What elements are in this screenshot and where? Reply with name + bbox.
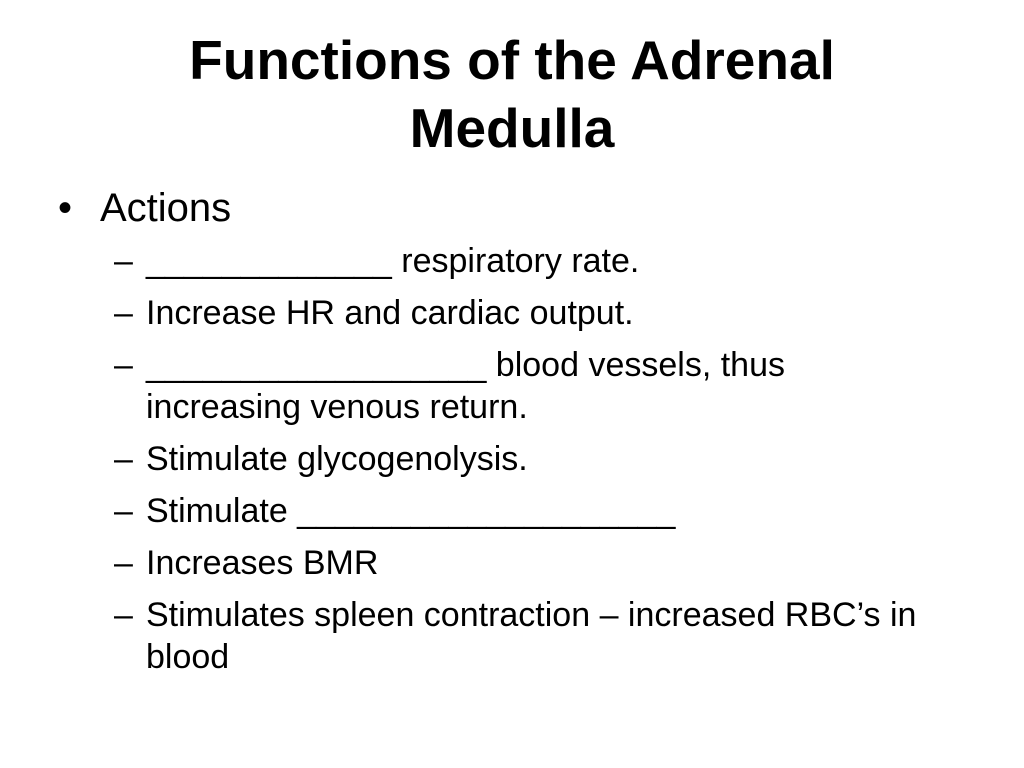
bullet-dot-icon: • xyxy=(58,186,73,230)
sub-bullet-spleen xyxy=(114,594,946,678)
sub-bullet-list xyxy=(58,240,958,678)
bullet-text: Actions xyxy=(100,186,232,230)
sub-bullet-blood-vessels xyxy=(114,344,946,428)
sub-bullet-text: Stimulates spleen contraction – increased RBC’s in blood xyxy=(146,596,917,676)
sub-bullet-text: Stimulate ____________________ xyxy=(146,492,676,530)
dash-icon: – xyxy=(114,544,133,582)
sub-bullet-text: Increases BMR xyxy=(146,544,379,582)
bullet-actions xyxy=(58,182,958,234)
dash-icon: – xyxy=(114,346,133,384)
sub-bullet-text: Increase HR and cardiac output. xyxy=(146,294,634,332)
sub-bullet-glycogenolysis xyxy=(114,438,946,480)
sub-bullet-text: _____________ respiratory rate. xyxy=(146,242,640,280)
sub-bullet-respiratory xyxy=(114,240,946,282)
dash-icon: – xyxy=(114,492,133,530)
slide-content xyxy=(58,182,958,688)
sub-bullet-stimulate-blank xyxy=(114,490,946,532)
dash-icon: – xyxy=(114,596,133,634)
title-line-2: Medulla xyxy=(409,97,615,159)
slide-title xyxy=(0,26,1024,162)
dash-icon: – xyxy=(114,294,133,332)
sub-bullet-heart-rate xyxy=(114,292,946,334)
dash-icon: – xyxy=(114,440,133,478)
sub-bullet-bmr xyxy=(114,542,946,584)
dash-icon: – xyxy=(114,242,133,280)
sub-bullet-text: Stimulate glycogenolysis. xyxy=(146,440,528,478)
title-line-1: Functions of the Adrenal xyxy=(189,29,835,91)
sub-bullet-text: __________________ blood vessels, thus increasing venous return. xyxy=(146,346,785,426)
